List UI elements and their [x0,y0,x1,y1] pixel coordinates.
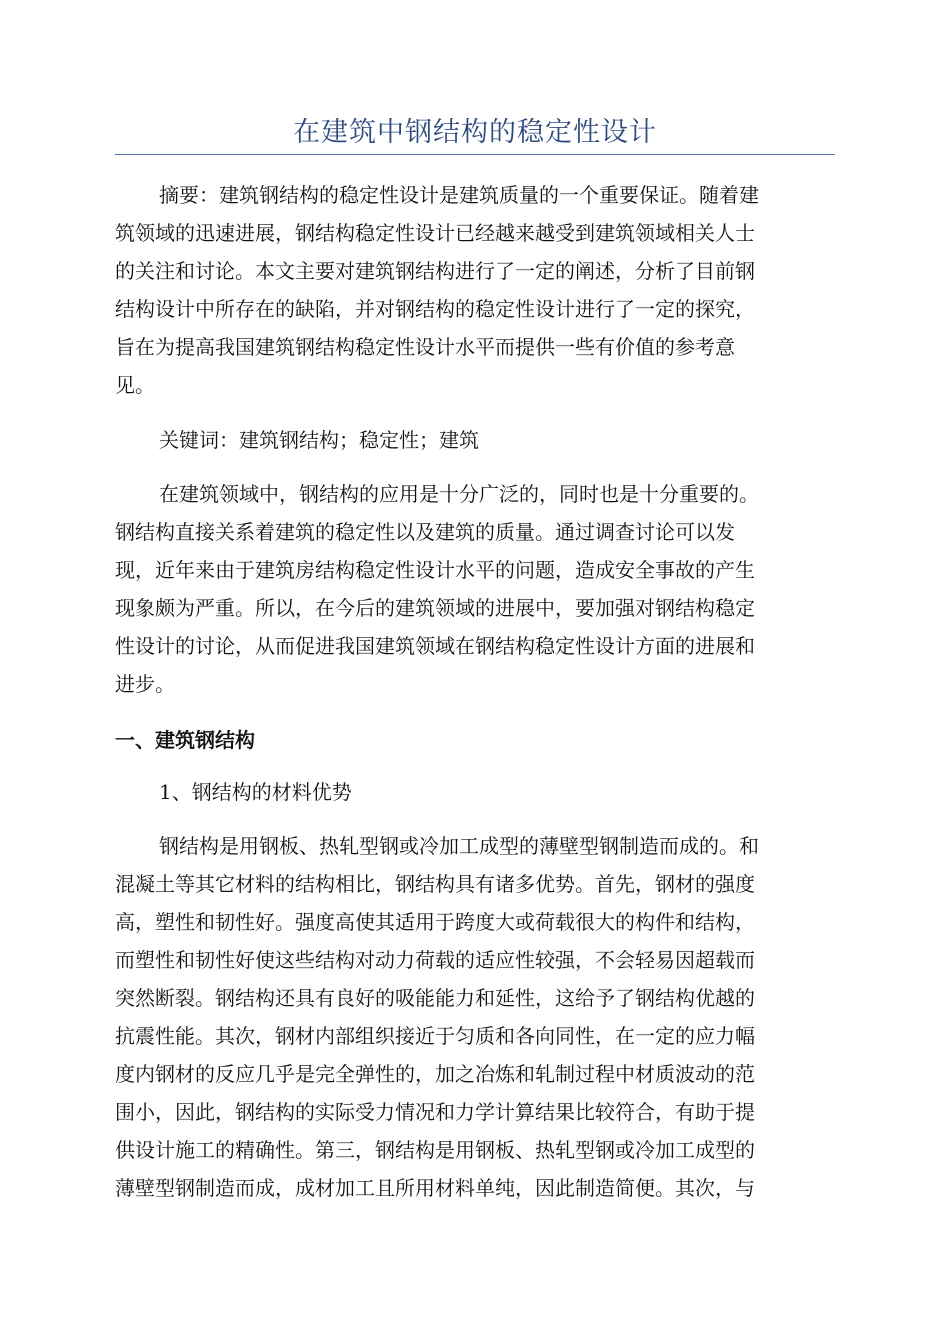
abstract-line: 摘要：建筑钢结构的稳定性设计是建筑质量的一个重要保证。随着建 [159,183,759,207]
abstract-line: 的关注和讨论。本文主要对建筑钢结构进行了一定的阐述，分析了目前钢 [115,259,755,283]
body-line: 而塑性和韧性好使这些结构对动力荷载的适应性较强，不会轻易因超载而 [115,948,755,972]
title-underline [115,154,835,155]
intro-line: 钢结构直接关系着建筑的稳定性以及建筑的质量。通过调查讨论可以发 [115,520,735,544]
body-line: 围小，因此，钢结构的实际受力情况和力学计算结果比较符合，有助于提 [115,1100,755,1124]
document-title: 在建筑中钢结构的稳定性设计 [293,117,657,148]
intro-line: 进步。 [115,672,175,696]
section-heading: 一、建筑钢结构 [115,728,255,752]
intro-line: 现，近年来由于建筑房结构稳定性设计水平的问题，造成安全事故的产生 [115,558,755,582]
intro-line: 在建筑领域中，钢结构的应用是十分广泛的，同时也是十分重要的。 [159,482,759,506]
body-line: 供设计施工的精确性。第三，钢结构是用钢板、热轧型钢或冷加工成型的 [115,1138,755,1162]
intro-paragraph [115,475,835,703]
body-paragraph [115,827,835,1207]
body-line: 钢结构是用钢板、热轧型钢或冷加工成型的薄壁型钢制造而成的。和 [159,834,759,858]
intro-line: 性设计的讨论，从而促进我国建筑领域在钢结构稳定性设计方面的进展和 [115,634,755,658]
keywords-paragraph [115,421,835,459]
body-line: 薄壁型钢制造而成，成材加工且所用材料单纯，因此制造简便。其次，与 [115,1176,755,1200]
body-line: 混凝土等其它材料的结构相比，钢结构具有诸多优势。首先，钢材的强度 [115,872,755,896]
body-line: 高，塑性和韧性好。强度高使其适用于跨度大或荷载很大的构件和结构， [115,910,755,934]
subsection-heading: 1、钢结构的材料优势 [159,780,352,804]
body-line: 抗震性能。其次，钢材内部组织接近于匀质和各向同性，在一定的应力幅 [115,1024,755,1048]
body-line: 突然断裂。钢结构还具有良好的吸能能力和延性，这给予了钢结构优越的 [115,986,755,1010]
abstract-line: 旨在为提高我国建筑钢结构稳定性设计水平而提供一些有价值的参考意 [115,335,735,359]
abstract-paragraph [115,176,835,404]
abstract-line: 筑领域的迅速进展，钢结构稳定性设计已经越来越受到建筑领域相关人士 [115,221,755,245]
keywords-line: 关键词：建筑钢结构；稳定性；建筑 [159,428,479,452]
intro-line: 现象颇为严重。所以，在今后的建筑领域的进展中，要加强对钢结构稳定 [115,596,755,620]
body-line: 度内钢材的反应几乎是完全弹性的，加之冶炼和轧制过程中材质波动的范 [115,1062,755,1086]
abstract-line: 见。 [115,373,155,397]
abstract-line: 结构设计中所存在的缺陷，并对钢结构的稳定性设计进行了一定的探究， [115,297,755,321]
